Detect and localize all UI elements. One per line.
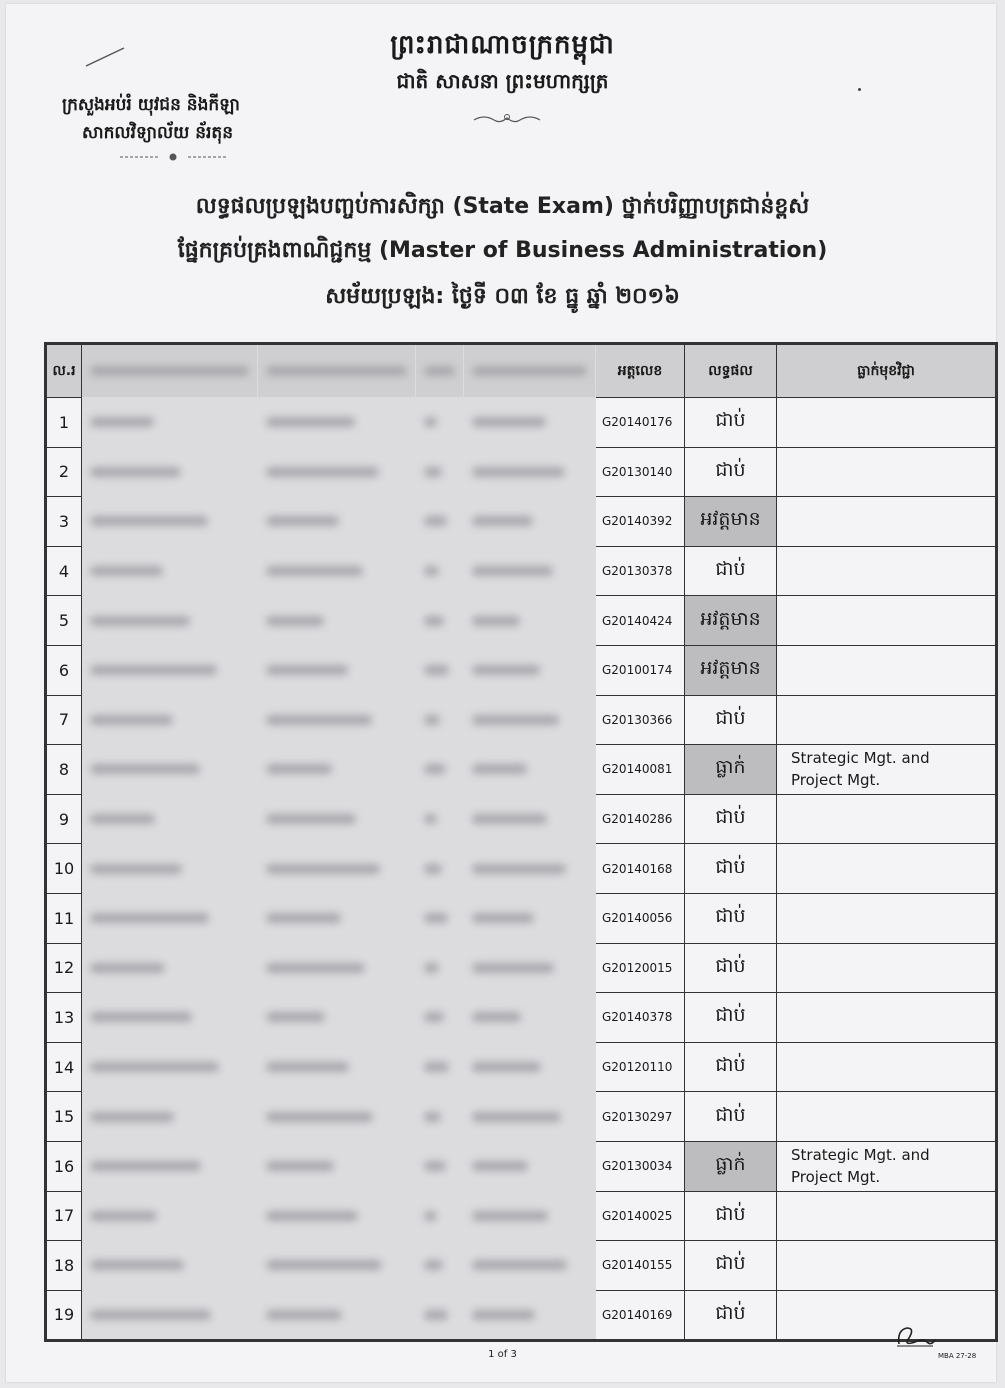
result-cell: ជាប់ [685,1092,777,1142]
exam-title: លទ្ធផលប្រឡងបញ្ចប់ការសិក្សា (State Exam) ថ្នាក់បរិញ្ញាបត្រជាន់ខ្ពស់ [195,194,810,219]
student-id: G20130297 [596,1092,685,1142]
redacted-cell [416,645,464,695]
national-motto: ជាតិ សាសនា ព្រះមហាក្សត្រ [396,69,609,93]
redacted-cell [416,993,464,1043]
student-id: G20100174 [596,645,685,695]
student-id: G20140056 [596,893,685,943]
redacted-cell [82,398,258,448]
redacted-cell [258,1092,416,1142]
student-id: G20140081 [596,745,685,795]
failed-subject-cell [777,447,997,497]
redacted-cell [464,497,596,547]
row-number: 12 [46,943,82,993]
failed-subject-cell [777,1241,997,1291]
redacted-header [258,344,416,398]
redacted-cell [416,497,464,547]
result-cell: ជាប់ [685,993,777,1043]
redacted-cell [82,993,258,1043]
result-cell: ជាប់ [685,794,777,844]
redacted-cell [464,546,596,596]
redacted-cell [464,745,596,795]
row-number: 15 [46,1092,82,1142]
redacted-cell [82,645,258,695]
result-cell: ជាប់ [685,844,777,894]
result-cell: ជាប់ [685,1042,777,1092]
redacted-cell [416,546,464,596]
redacted-cell [464,645,596,695]
redacted-cell [82,893,258,943]
redacted-cell [416,745,464,795]
document-code: MBA 27-28 [938,1352,977,1360]
redacted-cell [464,1092,596,1142]
failed-subject-cell [777,546,997,596]
redacted-cell [464,794,596,844]
redacted-cell [416,1092,464,1142]
table-row [46,447,997,497]
redacted-cell [464,596,596,646]
redacted-cell [416,844,464,894]
failed-subject-cell [777,645,997,695]
table-row [46,745,997,795]
redacted-cell [258,794,416,844]
student-id: G20130366 [596,695,685,745]
redacted-cell [82,1191,258,1241]
redacted-cell [82,1141,258,1191]
row-number: 16 [46,1141,82,1191]
row-number: 17 [46,1191,82,1241]
redacted-cell [464,943,596,993]
header-no: ល.រ [46,344,82,398]
row-number: 4 [46,546,82,596]
redacted-cell [464,1141,596,1191]
redacted-cell [258,1191,416,1241]
failed-subject-cell [777,794,997,844]
redacted-header [464,344,596,398]
redacted-cell [464,893,596,943]
redacted-cell [464,1290,596,1341]
ornament-icon [472,112,542,126]
exam-date: សម័យប្រឡង: ថ្ងៃទី ០៣ ខែ ធ្នូ ឆ្នាំ ២០១៦ [325,284,680,309]
student-id: G20140424 [596,596,685,646]
student-id: G20140169 [596,1290,685,1341]
table-row [46,1092,997,1142]
redacted-cell [416,596,464,646]
failed-subject-cell [777,596,997,646]
redacted-cell [258,1290,416,1341]
result-cell: អវត្តមាន [685,497,777,547]
redacted-cell [258,695,416,745]
redacted-cell [258,1241,416,1291]
redacted-header [82,344,258,398]
redacted-cell [416,1042,464,1092]
redacted-cell [416,943,464,993]
failed-subject-cell [777,497,997,547]
redacted-cell [464,1191,596,1241]
result-cell: ជាប់ [685,1290,777,1341]
table-row [46,695,997,745]
table-row [46,943,997,993]
row-number: 1 [46,398,82,448]
row-number: 18 [46,1241,82,1291]
redacted-cell [258,596,416,646]
redacted-cell [258,497,416,547]
student-id: G20130140 [596,447,685,497]
row-number: 3 [46,497,82,547]
failed-subject-cell [777,1290,997,1341]
result-cell: ជាប់ [685,398,777,448]
redacted-cell [82,1042,258,1092]
redacted-cell [464,1042,596,1092]
redacted-cell [258,943,416,993]
student-id: G20140155 [596,1241,685,1291]
table-row [46,497,997,547]
header-id: អត្តលេខ [596,344,685,398]
redacted-cell [82,1092,258,1142]
row-number: 9 [46,794,82,844]
redacted-cell [258,546,416,596]
result-cell: ជាប់ [685,1191,777,1241]
redacted-cell [416,1191,464,1241]
failed-subject-cell [777,1092,997,1142]
result-cell: ជាប់ [685,1241,777,1291]
header-failed-subject: ធ្លាក់មុខវិជ្ជា [777,344,997,398]
result-cell: អវត្តមាន [685,596,777,646]
redacted-cell [82,1290,258,1341]
redacted-cell [258,1141,416,1191]
redacted-cell [416,794,464,844]
table-row [46,1191,997,1241]
program-title: ផ្នែកគ្រប់គ្រងពាណិជ្ជកម្ម (Master of Business Administration) [177,238,828,263]
redacted-cell [258,645,416,695]
redacted-cell [82,943,258,993]
failed-subject-cell: Strategic Mgt. and Project Mgt. [777,745,997,795]
row-number: 2 [46,447,82,497]
row-number: 19 [46,1290,82,1341]
redacted-cell [82,596,258,646]
row-number: 6 [46,645,82,695]
result-cell: ធ្លាក់ [685,1141,777,1191]
redacted-cell [464,447,596,497]
redacted-cell [82,695,258,745]
redacted-cell [82,1241,258,1291]
result-cell: ជាប់ [685,943,777,993]
failed-subject-cell: Strategic Mgt. and Project Mgt. [777,1141,997,1191]
table-row [46,794,997,844]
student-id: G20140025 [596,1191,685,1241]
redacted-cell [464,1241,596,1291]
redacted-cell [82,447,258,497]
redacted-cell [82,844,258,894]
result-cell: ជាប់ [685,695,777,745]
table-row [46,1241,997,1291]
result-cell: ធ្លាក់ [685,745,777,795]
failed-subject-cell [777,1042,997,1092]
redacted-cell [416,398,464,448]
failed-subject-cell [777,695,997,745]
university-name: សាកលវិទ្យាល័យ ន័រតុន [82,123,234,143]
results-table [44,342,998,1342]
table-row [46,1290,997,1341]
ministry-name: ក្រសួងអប់រំ យុវជន និងកីឡា [62,95,240,115]
ministry-ornament-icon [118,152,228,162]
student-id: G20130378 [596,546,685,596]
row-number: 8 [46,745,82,795]
student-id: G20140392 [596,497,685,547]
redacted-cell [258,893,416,943]
signature-icon [893,1320,937,1350]
student-id: G20140378 [596,993,685,1043]
table-row [46,893,997,943]
page-number: 1 of 3 [488,1349,517,1360]
student-id: G20140176 [596,398,685,448]
redacted-cell [464,695,596,745]
redacted-cell [258,1042,416,1092]
redacted-cell [258,745,416,795]
table-row [46,844,997,894]
redacted-cell [464,993,596,1043]
redacted-cell [416,1290,464,1341]
result-cell: ជាប់ [685,546,777,596]
redacted-cell [416,1141,464,1191]
row-number: 5 [46,596,82,646]
redacted-cell [416,447,464,497]
row-number: 7 [46,695,82,745]
student-id: G20140168 [596,844,685,894]
row-number: 10 [46,844,82,894]
result-cell: ជាប់ [685,447,777,497]
redacted-cell [416,1241,464,1291]
table-row [46,645,997,695]
redacted-cell [258,447,416,497]
row-number: 14 [46,1042,82,1092]
student-id: G20130034 [596,1141,685,1191]
failed-subject-cell [777,943,997,993]
failed-subject-cell [777,844,997,894]
table-header-row [46,344,997,398]
failed-subject-cell [777,893,997,943]
row-number: 11 [46,893,82,943]
redacted-cell [82,745,258,795]
row-number: 13 [46,993,82,1043]
redacted-header [416,344,464,398]
redacted-cell [82,794,258,844]
redacted-cell [82,497,258,547]
redacted-cell [416,893,464,943]
table-row [46,1042,997,1092]
table-row [46,596,997,646]
student-id: G20120015 [596,943,685,993]
pen-stroke-mark [84,46,126,68]
redacted-cell [258,844,416,894]
redacted-cell [258,993,416,1043]
result-cell: អវត្តមាន [685,645,777,695]
ink-dot [858,88,861,91]
student-id: G20120110 [596,1042,685,1092]
result-cell: ជាប់ [685,893,777,943]
redacted-cell [258,398,416,448]
redacted-cell [416,695,464,745]
table-row [46,993,997,1043]
failed-subject-cell [777,1191,997,1241]
table-row [46,398,997,448]
student-id: G20140286 [596,794,685,844]
table-row [46,546,997,596]
failed-subject-cell [777,993,997,1043]
redacted-cell [464,844,596,894]
redacted-cell [464,398,596,448]
table-row [46,1141,997,1191]
failed-subject-cell [777,398,997,448]
header-result: លទ្ធផល [685,344,777,398]
redacted-cell [82,546,258,596]
kingdom-heading: ព្រះរាជាណាចក្រកម្ពុជា [390,30,615,60]
